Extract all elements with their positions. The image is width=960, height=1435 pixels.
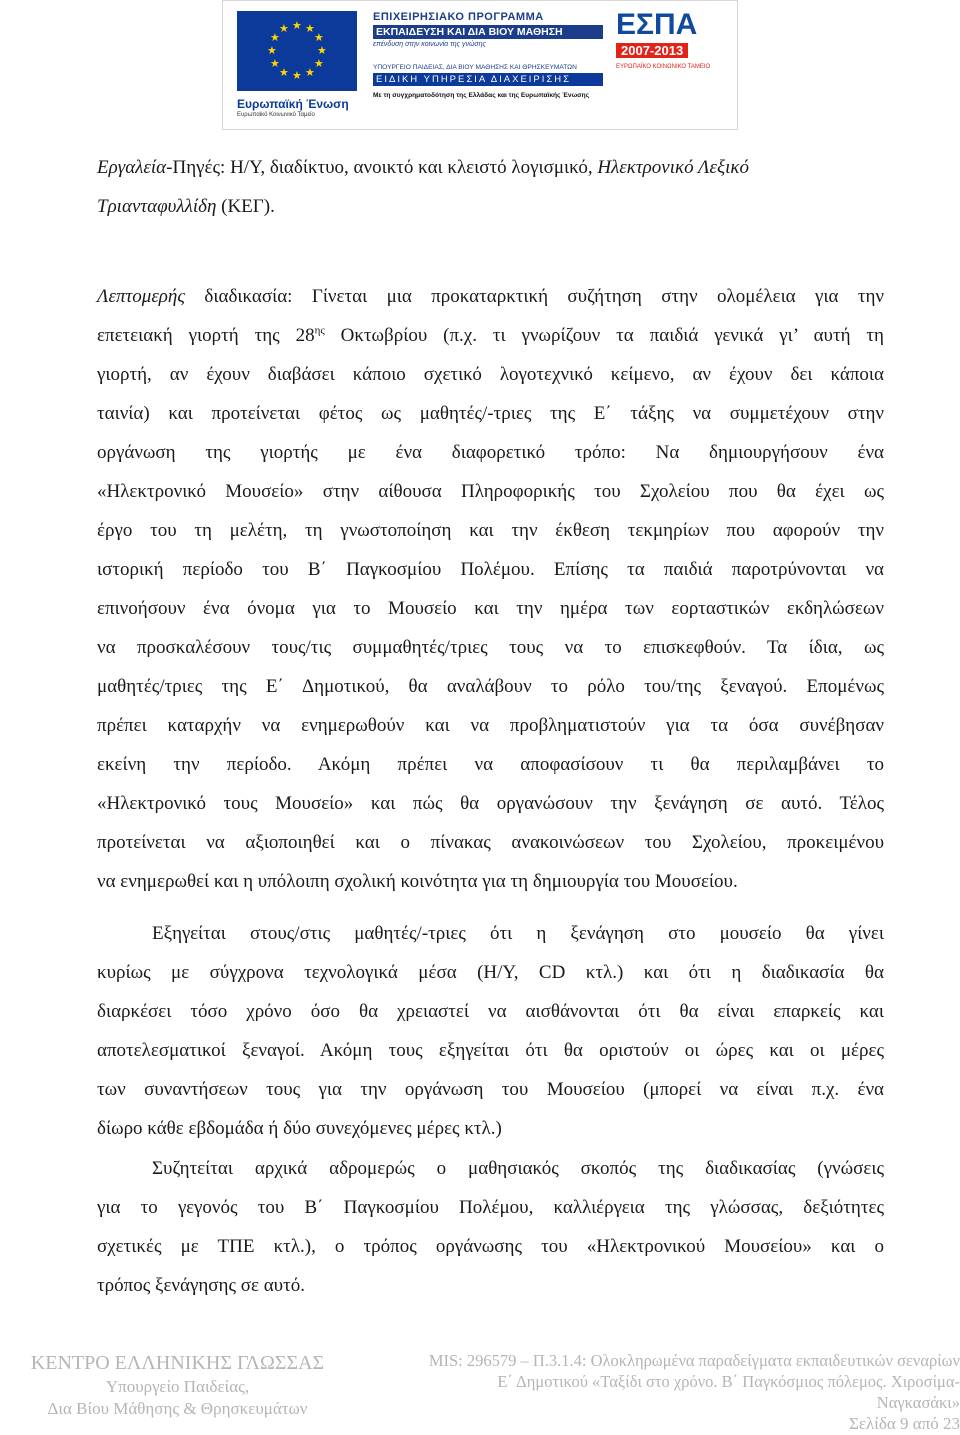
tools-publisher: (ΚΕΓ).	[216, 196, 275, 217]
cofunding-banner	[222, 0, 738, 130]
tools-dictionary: Ηλεκτρονικό Λεξικό	[597, 157, 750, 178]
discuss-paragraph	[97, 1149, 884, 1305]
eu-title: Ευρωπαϊκή Ένωση	[237, 97, 349, 111]
procedure-line: προτείνεται να αξιοποιηθεί και ο πίνακας ανακοινώσεων του Σχολείου, προκειμένου	[97, 832, 884, 853]
ordinal-suffix: ης	[314, 324, 325, 337]
eu-subtitle: Ευρωπαϊκό Κοινωνικό Ταμείο	[237, 112, 315, 118]
program-name: ΕΚΠΑΙΔΕΥΣΗ ΚΑΙ ΔΙΑ ΒΙΟΥ ΜΑΘΗΣΗ	[373, 25, 603, 39]
footer-project-info	[395, 1350, 960, 1435]
page-number: Σελίδα 9 από 23	[848, 1414, 960, 1433]
ministry-label: ΥΠΟΥΡΓΕΙΟ ΠΑΙΔΕΙΑΣ, ΔΙΑ ΒΙΟΥ ΜΑΘΗΣΗΣ ΚΑΙ ΘΡΗΣΚΕΥΜΑΤΩΝ	[373, 64, 577, 71]
tools-paragraph	[97, 148, 884, 226]
discuss-line-last: τρόπος ξενάγησης σε αυτό.	[97, 1275, 305, 1296]
procedure-paragraph	[97, 277, 884, 901]
explain-line: των συναντήσεων τους για την οργάνωση του Μουσείου (μπορεί να είναι π.χ. ένα	[97, 1079, 884, 1100]
discuss-line: Συζητείται αρχικά αδρομερώς ο μαθησιακός σκοπός της διαδικασίας (γνώσεις	[152, 1158, 884, 1179]
tools-label: Εργαλεία	[97, 157, 167, 178]
cofunding-label: Με τη συγχρηματοδότηση της Ελλάδας και της Ευρωπαϊκής Ένωσης	[373, 92, 590, 99]
espa-logo	[616, 9, 728, 70]
tools-line-2	[97, 187, 884, 226]
procedure-line: «Ηλεκτρονικό τους Μουσείο» και πώς θα οργανώσουν την ξενάγηση σε αυτό. Τέλος	[97, 793, 884, 814]
espa-years: 2007-2013	[616, 43, 688, 58]
procedure-label: Λεπτομερής	[97, 286, 186, 307]
procedure-line: εκείνη την περίοδο. Ακόμη πρέπει να αποφασίσουν τι θα περιλαμβάνει το	[97, 754, 884, 775]
procedure-line: πρέπει καταρχήν να ενημερωθούν και να προβληματιστούν για τα όσα συνέβησαν	[97, 715, 884, 736]
eu-flag-icon: ★ ★ ★ ★ ★ ★ ★ ★ ★ ★ ★ ★	[237, 11, 357, 91]
explain-line-last: δίωρο κάθε εβδομάδα ή δύο συνεχόμενες μέρες κτλ.)	[97, 1118, 502, 1139]
service-label: ΕΙΔΙΚΗ ΥΠΗΡΕΣΙΑ ΔΙΑΧΕΙΡΙΣΗΣ	[373, 73, 603, 86]
explain-line: διαρκέσει τόσο χρόνο όσο θα χρειαστεί να αισθάνονται ότι θα είναι επαρκείς και	[97, 1001, 884, 1022]
program-title: ΕΠΙΧΕΙΡΗΣΙΑΚΟ ΠΡΟΓΡΑΜΜΑ	[373, 11, 544, 23]
footer-organization	[5, 1350, 350, 1420]
procedure-line: να προσκαλέσουν τους/τις συμμαθητές/τριες τους να το επισκεφθούν. Τα ίδια, ως	[97, 637, 884, 658]
discuss-line: για το γεγονός του Β΄ Παγκοσμίου Πολέμου, καλλιέργεια της γλώσσας, δεξιότητες	[97, 1197, 884, 1218]
tools-dictionary-author: Τριανταφυλλίδη	[97, 196, 217, 217]
program-slogan: επένδυση στην κοινωνία της γνώσης	[373, 41, 486, 48]
footer-ministry-line-2: Δια Βίου Μάθησης & Θρησκευμάτων	[47, 1399, 308, 1418]
program-logo	[373, 11, 603, 99]
procedure-line: «Ηλεκτρονικό Μουσείο» στην αίθουσα Πληροφορικής του Σχολείου που θα έχει ως	[97, 481, 884, 502]
procedure-line: μαθητές/τριες της Ε΄ Δημοτικού, θα αναλάβουν το ρόλο του/της ξεναγού. Επομένως	[97, 676, 884, 697]
explain-line: αποτελεσματικοί ξεναγοί. Ακόμη τους εξηγείται ότι θα οριστούν οι ώρες και οι μέρες	[97, 1040, 884, 1061]
footer-org-name: ΚΕΝΤΡΟ ΕΛΛΗΝΙΚΗΣ ΓΛΩΣΣΑΣ	[30, 1352, 325, 1374]
discuss-line: σχετικές με ΤΠΕ κτλ.), ο τρόπος οργάνωσης του «Ηλεκτρονικού Μουσείου» και ο	[97, 1236, 884, 1257]
procedure-line-1	[97, 277, 884, 316]
tools-text: -Πηγές: Η/Υ, διαδίκτυο, ανοικτό και κλειστό λογισμικό,	[166, 157, 598, 178]
procedure-line: ιστορική περίοδο του Β΄ Παγκοσμίου Πολέμου. Επίσης τα παιδιά παροτρύνονται να	[97, 559, 884, 580]
espa-mark: ΕΣΠΑ	[616, 8, 698, 41]
procedure-line-2	[97, 316, 884, 355]
explain-paragraph	[97, 914, 884, 1148]
procedure-date: επετειακή γιορτή της 28	[97, 325, 315, 346]
procedure-line: γιορτή, αν έχουν διαβάσει κάποιο σχετικό λογοτεχνικό κείμενο, αν έχουν δει κάποια	[97, 364, 884, 385]
eu-logo	[237, 11, 357, 118]
explain-line: κυρίως με σύγχρονα τεχνολογικά μέσα (Η/Υ, CD κτλ.) και ότι η διαδικασία θα	[97, 962, 884, 983]
procedure-line: έργο του τη μελέτη, τη γνωστοποίηση και την έκθεση τεκμηρίων που αφορούν την	[97, 520, 884, 541]
procedure-intro: διαδικασία: Γίνεται μια προκαταρκτική συζήτηση στην ολομέλεια για την	[185, 286, 884, 307]
procedure-line-last: να ενημερωθεί και η υπόλοιπη σχολική κοινότητα για τη δημιουργία του Μουσείου.	[97, 871, 738, 892]
explain-line: Εξηγείται στους/στις μαθητές/-τριες ότι η ξενάγηση στο μουσείο θα γίνει	[152, 923, 884, 944]
footer-ministry-line-1: Υπουργείο Παιδείας,	[105, 1377, 250, 1396]
espa-caption: ΕΥΡΩΠΑΪΚΟ ΚΟΙΝΩΝΙΚΟ ΤΑΜΕΙΟ	[616, 64, 711, 70]
procedure-line: ταινία) και προτείνεται φέτος ως μαθητές/-τριες της Ε΄ τάξης να συμμετέχουν στην	[97, 403, 884, 424]
footer-mis-line-2: Ε΄ Δημοτικού «Ταξίδι στο χρόνο. Β΄ Παγκόσμιος πόλεμος. Χιροσίμα-	[497, 1372, 960, 1391]
procedure-date-rest: Οκτωβρίου (π.χ. τι γνωρίζουν τα παιδιά γενικά γι’ αυτή τη	[324, 325, 884, 346]
procedure-line: επινοήσουν ένα όνομα για το Μουσείο και την ημέρα των εορταστικών εκδηλώσεων	[97, 598, 884, 619]
footer-mis-line-3: Ναγκασάκι»	[876, 1393, 960, 1412]
footer-mis-line-1: MIS: 296579 – Π.3.1.4: Ολοκληρωμένα παραδείγματα εκπαιδευτικών σεναρίων	[428, 1351, 960, 1370]
tools-line-1	[97, 148, 884, 187]
procedure-line: οργάνωση της γιορτής με ένα διαφορετικό τρόπο: Να δημιουργήσουν ένα	[97, 442, 884, 463]
